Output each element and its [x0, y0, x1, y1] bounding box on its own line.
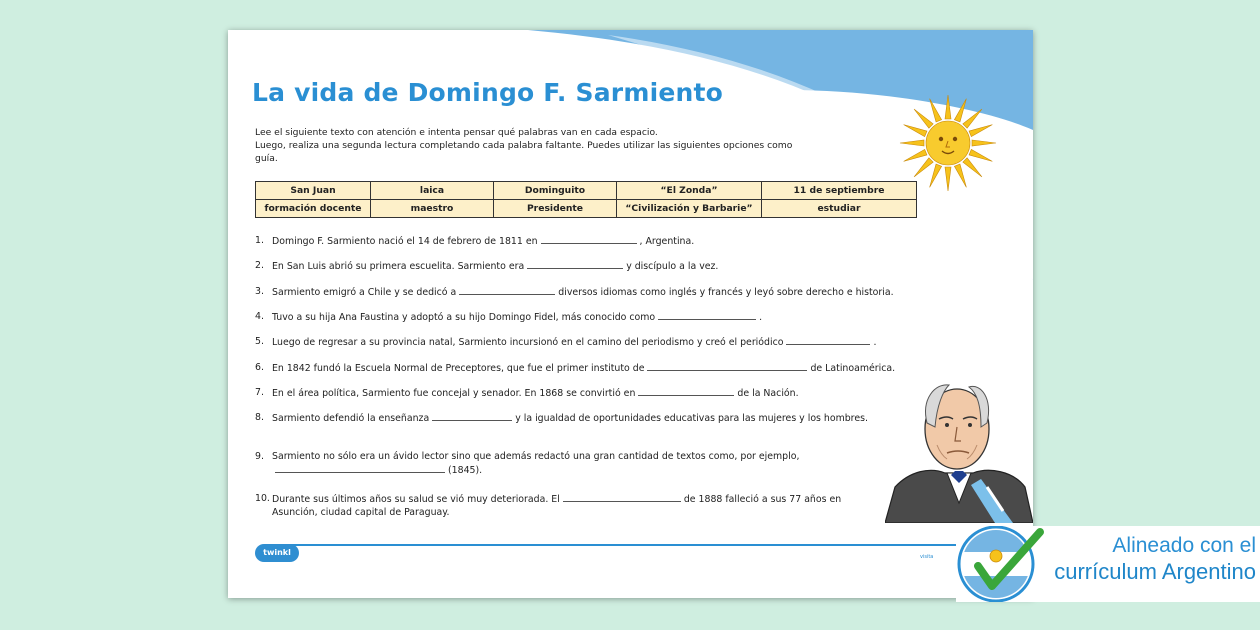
instructions-line-2: Luego, realiza una segunda lectura completando cada palabra faltante. Puedes utilizar las siguientes opciones como guía. [255, 140, 793, 165]
question-text: En San Luis abrió su primera escuelita. Sarmiento era [272, 261, 525, 272]
question-text-end: y discípulo a la vez. [626, 261, 719, 272]
instructions [255, 126, 815, 166]
word-bank-cell: formación docente [256, 200, 371, 218]
question-text: Sarmiento emigró a Chile y se dedicó a [272, 287, 457, 298]
question-item [255, 411, 875, 425]
question-item [255, 259, 995, 273]
answer-blank[interactable] [432, 411, 512, 421]
question-text: Luego de regresar a su provincia natal, Sarmiento incursionó en el camino del periodismo y creó el periódico [272, 337, 784, 348]
question-number: 9. [255, 451, 264, 462]
sarmiento-portrait [885, 375, 1033, 523]
question-item [255, 335, 995, 349]
question-text: Domingo F. Sarmiento nació el 14 de febrero de 1811 en [272, 236, 538, 247]
word-bank-cell: estudiar [762, 200, 917, 218]
curriculum-badge [956, 526, 1260, 602]
answer-blank[interactable] [459, 285, 555, 295]
answer-blank[interactable] [786, 335, 870, 345]
word-bank-row [256, 200, 917, 218]
question-item [255, 386, 995, 400]
question-number: 5. [255, 336, 264, 347]
answer-blank[interactable] [541, 234, 637, 244]
page-title: La vida de Domingo F. Sarmiento [252, 78, 724, 107]
question-item [255, 310, 995, 324]
question-text: Sarmiento defendió la enseñanza [272, 413, 430, 424]
question-item [255, 234, 995, 248]
question-item [255, 450, 885, 477]
question-text-end: . [759, 312, 763, 323]
question-text-end: de la Nación. [737, 388, 799, 399]
worksheet [228, 30, 1033, 598]
word-bank-cell: maestro [371, 200, 494, 218]
answer-blank[interactable] [638, 386, 734, 396]
word-bank-cell: San Juan [256, 182, 371, 200]
question-text-end: . [873, 337, 877, 348]
footer-url: visita [920, 554, 934, 560]
answer-blank[interactable] [647, 361, 807, 371]
question-text-end: , Argentina. [639, 236, 695, 247]
question-text: Durante sus últimos años su salud se vió muy deteriorada. El [272, 494, 560, 505]
word-bank-table [255, 181, 917, 218]
question-text-end: diversos idiomas como inglés y francés y leyó sobre derecho e historia. [558, 287, 894, 298]
argentina-check-icon [956, 526, 1048, 602]
answer-blank[interactable] [527, 259, 623, 269]
word-bank-cell: “El Zonda” [617, 182, 762, 200]
question-number: 4. [255, 311, 264, 322]
word-bank-row [256, 182, 917, 200]
word-bank-cell: laica [371, 182, 494, 200]
footer-divider [276, 544, 1021, 546]
badge-line-1: Alineado con el [1112, 534, 1256, 557]
answer-blank[interactable] [563, 492, 681, 502]
question-text-end: de 1888 falleció a sus 77 años en Asunción, ciudad capital de Paraguay. [272, 494, 842, 518]
question-item [255, 492, 875, 519]
answer-blank[interactable] [275, 463, 445, 473]
question-text-end: y la igualdad de oportunidades educativas para las mujeres y los hombres. [515, 413, 868, 424]
question-item [255, 285, 995, 299]
question-text: En el área política, Sarmiento fue concejal y senador. En 1868 se convirtió en [272, 388, 636, 399]
question-number: 2. [255, 260, 264, 271]
question-number: 8. [255, 412, 264, 423]
question-text-end: (1845). [448, 465, 483, 476]
question-number: 6. [255, 362, 264, 373]
badge-text [1044, 534, 1256, 586]
twinkl-logo: twinkl [255, 544, 299, 562]
question-number: 3. [255, 286, 264, 297]
question-item [255, 361, 995, 375]
question-number: 10. [255, 493, 270, 504]
word-bank-cell: Dominguito [494, 182, 617, 200]
question-text: En 1842 fundó la Escuela Normal de Preceptores, que fue el primer instituto de [272, 363, 645, 374]
answer-blank[interactable] [658, 310, 756, 320]
instructions-line-1: Lee el siguiente texto con atención e intenta pensar qué palabras van en cada espacio. [255, 127, 658, 138]
word-bank-cell: 11 de septiembre [762, 182, 917, 200]
question-number: 7. [255, 387, 264, 398]
question-text: Tuvo a su hija Ana Faustina y adoptó a su hijo Domingo Fidel, más conocido como [272, 312, 656, 323]
badge-line-2: currículum Argentino [1054, 559, 1256, 584]
question-number: 1. [255, 235, 264, 246]
question-text: Sarmiento no sólo era un ávido lector sino que además redactó una gran cantidad de textos como, por ejemplo, [272, 451, 800, 462]
question-text-end: de Latinoamérica. [810, 363, 896, 374]
word-bank-cell: Presidente [494, 200, 617, 218]
sun-of-may-icon [896, 93, 1000, 193]
word-bank-cell: “Civilización y Barbarie” [617, 200, 762, 218]
